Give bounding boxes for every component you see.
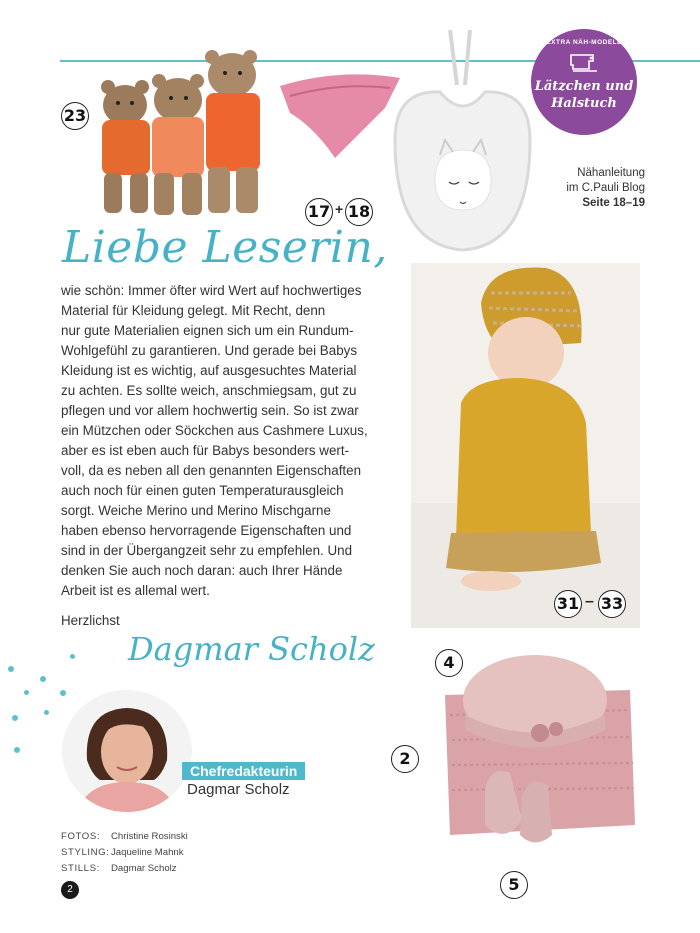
decor-dot: [70, 654, 75, 659]
number-baby-from: 31: [554, 590, 582, 618]
photo-credits: [61, 829, 188, 877]
editorial-line: sind in der Übergangzeit sehr zu empfehlen. Und: [61, 543, 353, 558]
editorial-line: zu achten. Es sollte weich, anschmiegsam, gut zu: [61, 383, 357, 398]
editorial-line: pflegen und vor allem hochwertig sein. So ist zwar: [61, 403, 359, 418]
decor-dot: [24, 690, 29, 695]
editorial-line: haben ebenso hervorragende Eigenschaften und: [61, 523, 352, 538]
editorial-line: voll, da es neben all den genannten Eigenschaften: [61, 463, 362, 478]
editorial-line: Arbeit ist es allemal wert.: [61, 583, 210, 598]
closing: Herzlichst: [61, 613, 120, 628]
editorial-line: Kleidung ist es wichtig, auf ausgesuchtes Material: [61, 363, 357, 378]
sewing-machine-icon: [569, 51, 599, 78]
decor-dot: [8, 666, 14, 672]
editorial-line: Material für Kleidung gelegt. Mit Recht, denn: [61, 303, 326, 318]
note-line2: im C.Pauli Blog: [566, 182, 645, 194]
credit-styling: Jaqueline Mahnk: [111, 847, 184, 858]
number-blanket: 2: [391, 745, 419, 773]
number-bib: 18: [345, 198, 373, 226]
credit-label-styling: STYLING:: [61, 847, 110, 858]
editor-name: Dagmar Scholz: [187, 781, 290, 798]
decor-dot: [60, 690, 66, 696]
credit-label-fotos: FOTOS:: [61, 831, 101, 842]
page-number: 2: [61, 881, 79, 899]
bear-left: [101, 80, 150, 213]
seal-top-text: EXTRA NÄH-MODELL: [546, 39, 622, 46]
number-hat: 4: [435, 649, 463, 677]
range-dash: –: [585, 593, 594, 610]
editor-portrait: [62, 690, 192, 812]
credit-stills: Dagmar Scholz: [111, 863, 177, 874]
knitted-bears-photo: [90, 45, 270, 220]
decor-dot: [14, 747, 20, 753]
bear-right: [205, 50, 260, 213]
editorial-line: sorgt. Weiche Merino und Merino Mischgarne: [61, 503, 331, 518]
seal-title-line2: Halstuch: [551, 96, 617, 111]
credit-label-stills: STILLS:: [61, 863, 100, 874]
greeting-heading: Liebe Leserin,: [62, 222, 388, 273]
note-line1: Nähanleitung: [577, 167, 645, 179]
decor-dot: [40, 676, 46, 682]
editorial-line: wie schön: Immer öfter wird Wert auf hochwertiges: [61, 283, 362, 298]
plus-sign: +: [335, 201, 344, 217]
editorial-line: auch noch für einen guten Temperaturausgleich: [61, 483, 344, 498]
role-badge: Chefredakteurin: [182, 762, 305, 780]
number-bears: 23: [61, 102, 89, 130]
bib-photo: [385, 30, 540, 255]
bear-middle: [152, 74, 204, 215]
editorial-line: denken Sie auch noch daran: auch Ihrer Hände: [61, 563, 343, 578]
credit-fotos: Christine Rosinski: [111, 831, 188, 842]
editorial-line: nur gute Materialien eignen sich um ein Rundum-: [61, 323, 354, 338]
sewing-instructions-note: [545, 166, 645, 211]
decor-dot: [12, 715, 18, 721]
sewing-model-seal: [531, 29, 637, 135]
editorial-line: ein Mützchen oder Söckchen aus Cashmere Luxus,: [61, 423, 368, 438]
number-baby-to: 33: [598, 590, 626, 618]
editorial-line: Wohlgefühl zu garantieren. Und gerade bei Babys: [61, 343, 358, 358]
handwritten-signature: Dagmar Scholz: [128, 630, 375, 668]
seal-title-line1: Lätzchen und: [534, 79, 634, 94]
editorial-line: aber es ist eben auch für Babys besonders wert-: [61, 443, 350, 458]
number-socks: 5: [500, 871, 528, 899]
pink-knit-set-photo: [430, 645, 640, 865]
baby-photo: [411, 263, 640, 628]
decor-dot: [44, 710, 49, 715]
note-pages: Seite 18–19: [582, 197, 645, 209]
editorial-text: [61, 281, 391, 601]
number-scarf: 17: [305, 198, 333, 226]
